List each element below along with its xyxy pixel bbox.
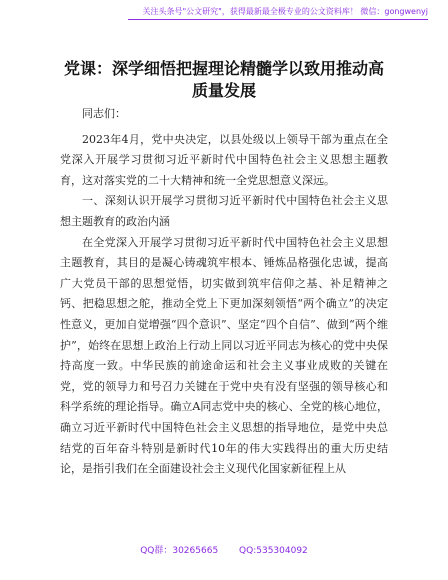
document-body xyxy=(60,104,388,480)
title-line-2: 质量发展 xyxy=(191,81,256,100)
paragraph: 2023年4月，党中央决定，以县处级以上领导干部为重点在全党深入开展学习贯彻习近平新时代中国特色社会主义思想主题教育，这对落实党的二十大精神和统一全党思想意义深远。 xyxy=(60,132,388,187)
salutation: 同志们： xyxy=(82,107,126,120)
footer-qq: QQ:535304092 xyxy=(239,546,308,556)
section-heading: 一、深刻认识开展学习贯彻习近平新时代中国特色社会主义思想主题教育的政治内涵 xyxy=(60,194,388,228)
footer-qq-group: QQ群：30265665 xyxy=(140,546,219,556)
header-banner: 关注头条号"公文研究"，获得最新最全极专业的公文资料库！ 微信：gongwenyj xyxy=(128,6,428,20)
title-line-1: 党课：深学细悟把握理论精髓学以致用推动高 xyxy=(63,59,384,78)
document-title xyxy=(40,58,408,102)
paragraph: 在全党深入开展学习贯彻习近平新时代中国特色社会主义思想主题教育，其目的是凝心铸魂筑牢根本、锤炼品格强化忠诚，提高广大党员干部的思想觉悟，切实做到筑牢信仰之基、补足精神之钙、把稳思想之舵，推动全党上下更加深刻领悟“两个确立”的决定性意义，更加自觉增强“四个意识”、坚定“四个自信”、做到“两个维护”，始终在思想上政治上行动上同以习近平同志为核心的党中央保持高度一致。中华民族的前途命运和社会主义事业成败的关键在党，党的领导力和号召力关键在于党中央有没有坚强的领导核心和科学系统的理论指导。确立A同志党中央的核心、全党的核心地位，确立习近平新时代中国特色社会主义思想的指导地位，是党中央总结党的百年奋斗特别是新时代10年的伟大实践得出的重大历史结论，是指引我们在全面建设社会主义现代化国家新征程上从 xyxy=(60,235,388,476)
footer-contact xyxy=(0,543,448,556)
